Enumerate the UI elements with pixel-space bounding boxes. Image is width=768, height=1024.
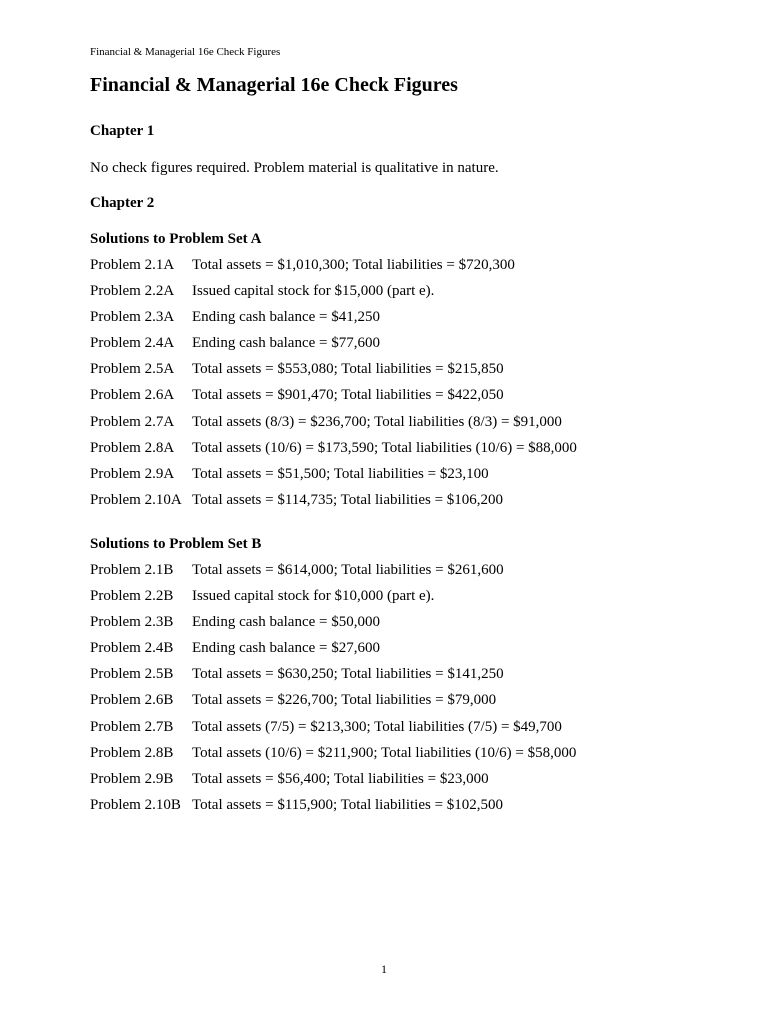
check-figure-text: Total assets = $56,400; Total liabilities = $23,000 — [192, 770, 489, 787]
problem-number: Problem 2.7B — [90, 718, 174, 735]
check-figure-text: Ending cash balance = $27,600 — [192, 640, 380, 657]
check-figure-text: Ending cash balance = $50,000 — [192, 614, 380, 631]
check-figure-text: Total assets = $115,900; Total liabilities = $102,500 — [192, 796, 504, 813]
check-figure-text: Total assets (8/3) = $236,700; Total liabilities (8/3) = $91,000 — [192, 413, 562, 430]
problem-number: Problem 2.8B — [90, 744, 174, 761]
problem-number: Problem 2.3B — [90, 614, 174, 631]
problem-number: Problem 2.3A — [90, 309, 175, 326]
check-figure-text: Total assets (10/6) = $211,900; Total liabilities (10/6) = $58,000 — [192, 744, 577, 761]
page-number: 1 — [381, 962, 387, 976]
check-figure-text: Total assets = $614,000; Total liabilities = $261,600 — [192, 562, 504, 578]
check-figure-text: Ending cash balance = $41,250 — [192, 309, 380, 326]
problem-number: Problem 2.9B — [90, 770, 174, 787]
problem-set-b-heading: Solutions to Problem Set B — [90, 536, 262, 552]
check-figure-text: Total assets = $1,010,300; Total liabilities = $720,300 — [192, 257, 515, 273]
problem-number: Problem 2.1B — [90, 562, 174, 578]
check-figure-text: Total assets = $114,735; Total liabilities = $106,200 — [192, 491, 504, 508]
check-figure-text: Total assets = $553,080; Total liabilities = $215,850 — [192, 361, 504, 378]
check-figure-text: Total assets (10/6) = $173,590; Total liabilities (10/6) = $88,000 — [192, 439, 577, 456]
problem-number: Problem 2.7A — [90, 413, 175, 430]
problem-number: Problem 2.10A — [90, 491, 182, 508]
chapter-1-heading: Chapter 1 — [90, 123, 155, 139]
check-figure-text: Issued capital stock for $15,000 (part e). — [192, 283, 435, 300]
problem-number: Problem 2.8A — [90, 439, 175, 456]
problem-number: Problem 2.5A — [90, 361, 175, 378]
problem-number: Problem 2.2B — [90, 588, 174, 605]
check-figure-text: Total assets = $630,250; Total liabilities = $141,250 — [192, 666, 504, 683]
problem-number: Problem 2.6A — [90, 387, 175, 404]
check-figure-text: Total assets = $226,700; Total liabilities = $79,000 — [192, 692, 497, 709]
problem-number: Problem 2.5B — [90, 666, 174, 683]
problem-number: Problem 2.4B — [90, 640, 174, 657]
document-title: Financial & Managerial 16e Check Figures — [90, 74, 458, 96]
problem-number: Problem 2.6B — [90, 692, 174, 709]
problem-set-a-heading: Solutions to Problem Set A — [90, 231, 262, 247]
problem-number: Problem 2.9A — [90, 465, 175, 482]
check-figure-text: Total assets (7/5) = $213,300; Total liabilities (7/5) = $49,700 — [192, 718, 562, 735]
running-header: Financial & Managerial 16e Check Figures — [90, 46, 281, 58]
chapter-2-heading: Chapter 2 — [90, 195, 155, 211]
problem-number: Problem 2.2A — [90, 283, 175, 300]
problem-number: Problem 2.4A — [90, 335, 175, 352]
check-figure-text: Total assets = $901,470; Total liabilities = $422,050 — [192, 387, 504, 404]
check-figure-text: Issued capital stock for $10,000 (part e). — [192, 588, 435, 605]
chapter-1-text: No check figures required. Problem material is qualitative in nature. — [90, 160, 499, 176]
check-figure-text: Total assets = $51,500; Total liabilities = $23,100 — [192, 465, 489, 482]
check-figure-text: Ending cash balance = $77,600 — [192, 335, 380, 352]
problem-number: Problem 2.10B — [90, 796, 181, 813]
problem-number: Problem 2.1A — [90, 257, 175, 273]
